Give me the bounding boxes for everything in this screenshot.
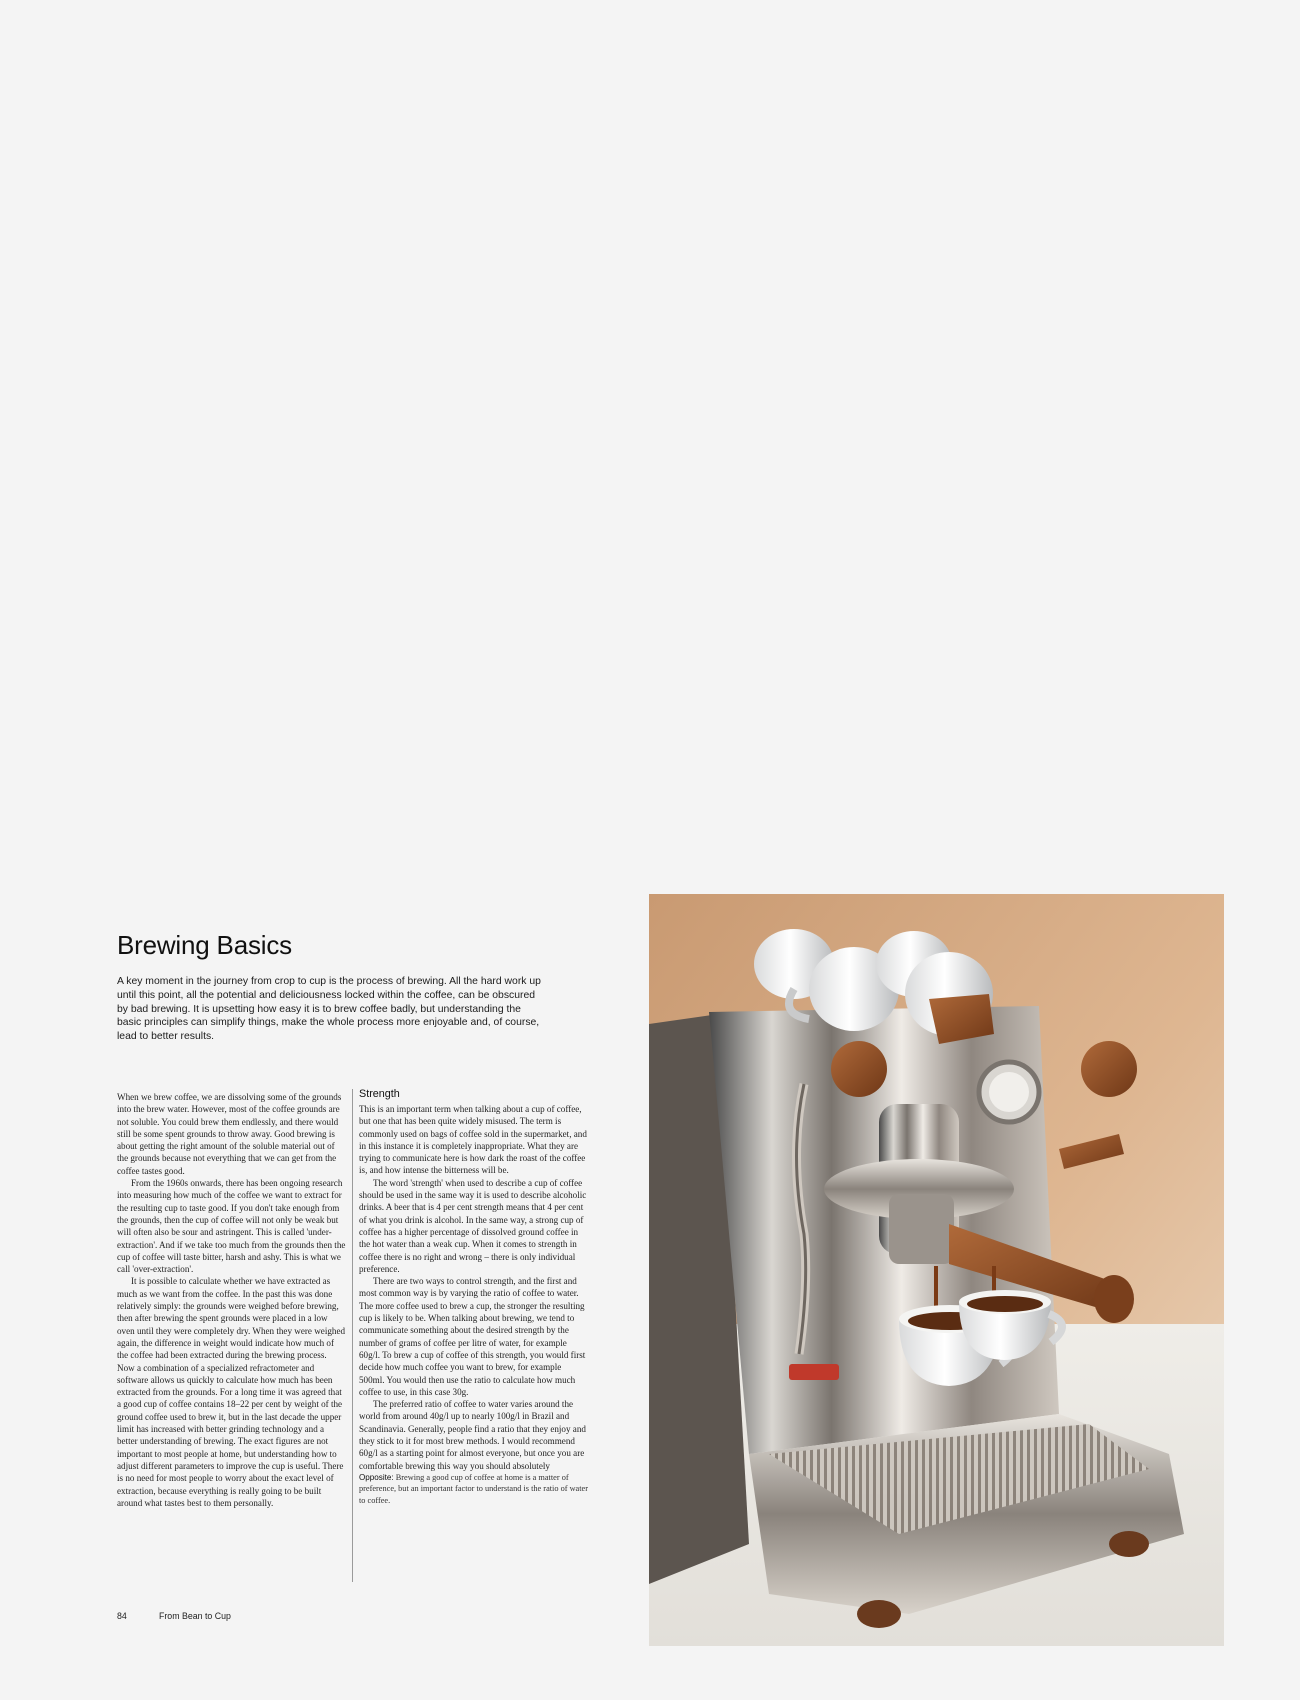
body-column-left xyxy=(117,1091,346,1509)
photo-caption xyxy=(359,1472,588,1506)
body-paragraph: When we brew coffee, we are dissolving some of the grounds into the brew water. However, most of the coffee grounds are not soluble. You could brew them endlessly, and there would still be some spent grounds to throw away. Good brewing is about getting the right amount of the soluble material out of the grounds because not everything that we can get from the coffee tastes good. xyxy=(117,1092,342,1176)
section-heading-strength: Strength xyxy=(359,1088,400,1100)
page-number: 84 xyxy=(117,1611,127,1621)
caption-label: Opposite: xyxy=(359,1472,394,1482)
body-column-right xyxy=(359,1087,588,1506)
column-divider xyxy=(352,1089,353,1582)
intro-paragraph: A key moment in the journey from crop to cup is the process of brewing. All the hard work up until this point, all the potential and deliciousness locked within the coffee, can be obscured by bad brewing. It is upsetting how easy it is to brew coffee badly, but understanding the basic principles can simplify things, make the whole process more enjoyable and, of course, lead to better results. xyxy=(117,976,541,1043)
espresso-machine-photo xyxy=(649,894,1224,1646)
body-paragraph: The preferred ratio of coffee to water varies around the world from around 40g/l up to nearly 100g/l in Brazil and Scandinavia. Generally, people find a ratio that they enjoy and they stick to it for most brew methods. I would recommend 60g/l as a starting point for almost everyone, but once you are comfortable brewing this way you should absolutely xyxy=(359,1399,586,1471)
body-paragraph: From the 1960s onwards, there has been ongoing research into measuring how much of the coffee we want to extract for the resulting cup to taste good. If you don't take enough from the grounds, then the cup of coffee will not only be weak but will often also be sour and astringent. This is called 'under-extraction'. And if we take too much from the grounds then the cup of coffee will taste bitter, harsh and ashy. This is what we call 'over-extraction'. xyxy=(117,1178,346,1275)
body-paragraph: The word 'strength' when used to describe a cup of coffee should be used in the same way it is used to describe alcoholic drinks. A beer that is 4 per cent strength means that 4 per cent of what you drink is alcohol. In the same way, a strong cup of coffee has a higher percentage of dissolved ground coffee in the hot water than a weak cup. When it comes to strength in coffee there is no right and wrong – there is only individual preference. xyxy=(359,1177,587,1274)
body-paragraph: It is possible to calculate whether we have extracted as much as we want from the coffee. In the past this was done relatively simply: the grounds were weighed before brewing, then after brewing the spent grounds were placed in a low oven until they were completely dry. When they were weighed again, the difference in weight would indicate how much of the coffee had been extracted during the brewing process. Now a combination of a specialized refractometer and software allows us quickly to calculate how much has been extracted from the grounds. For a long time it was agreed that a good cup of coffee contains 18–22 per cent by weight of the ground coffee used to brew it, but in the last decade the upper limit has increased with better grinding technology and a better understanding of brewing. The exact figures are not important to most people at home, but understanding how to adjust different parameters to improve the cup is useful. There is no need for most people to worry about the exact level of extraction, because everything is really going to be built around what tastes best to them personally. xyxy=(117,1276,346,1508)
running-title: From Bean to Cup xyxy=(159,1611,231,1621)
body-paragraph: This is an important term when talking about a cup of coffee, but one that has been quite widely misused. The term is commonly used on bags of coffee sold in the supermarket, and in this instance it is completely inappropriate. What they are trying to communicate here is how dark the roast of the coffee is, and how intense the bitterness will be. xyxy=(359,1104,587,1176)
page-title: Brewing Basics xyxy=(117,930,292,960)
body-paragraph: There are two ways to control strength, and the first and most common way is by varying the ratio of coffee to water. The more coffee used to brew a cup, the stronger the resulting cup is likely to be. When talking about brewing, we tend to communicate something about the desired strength by the number of grams of coffee per litre of water, for example 60g/l. To brew a cup of coffee of this strength, you would first decide how much coffee you want to brew, for example 500ml. You would then use the ratio to calculate how much coffee to use, in this case 30g. xyxy=(359,1276,586,1397)
caption-text: Brewing a good cup of coffee at home is a matter of preference, but an important factor to understand is the ratio of water to coffee. xyxy=(359,1472,588,1505)
